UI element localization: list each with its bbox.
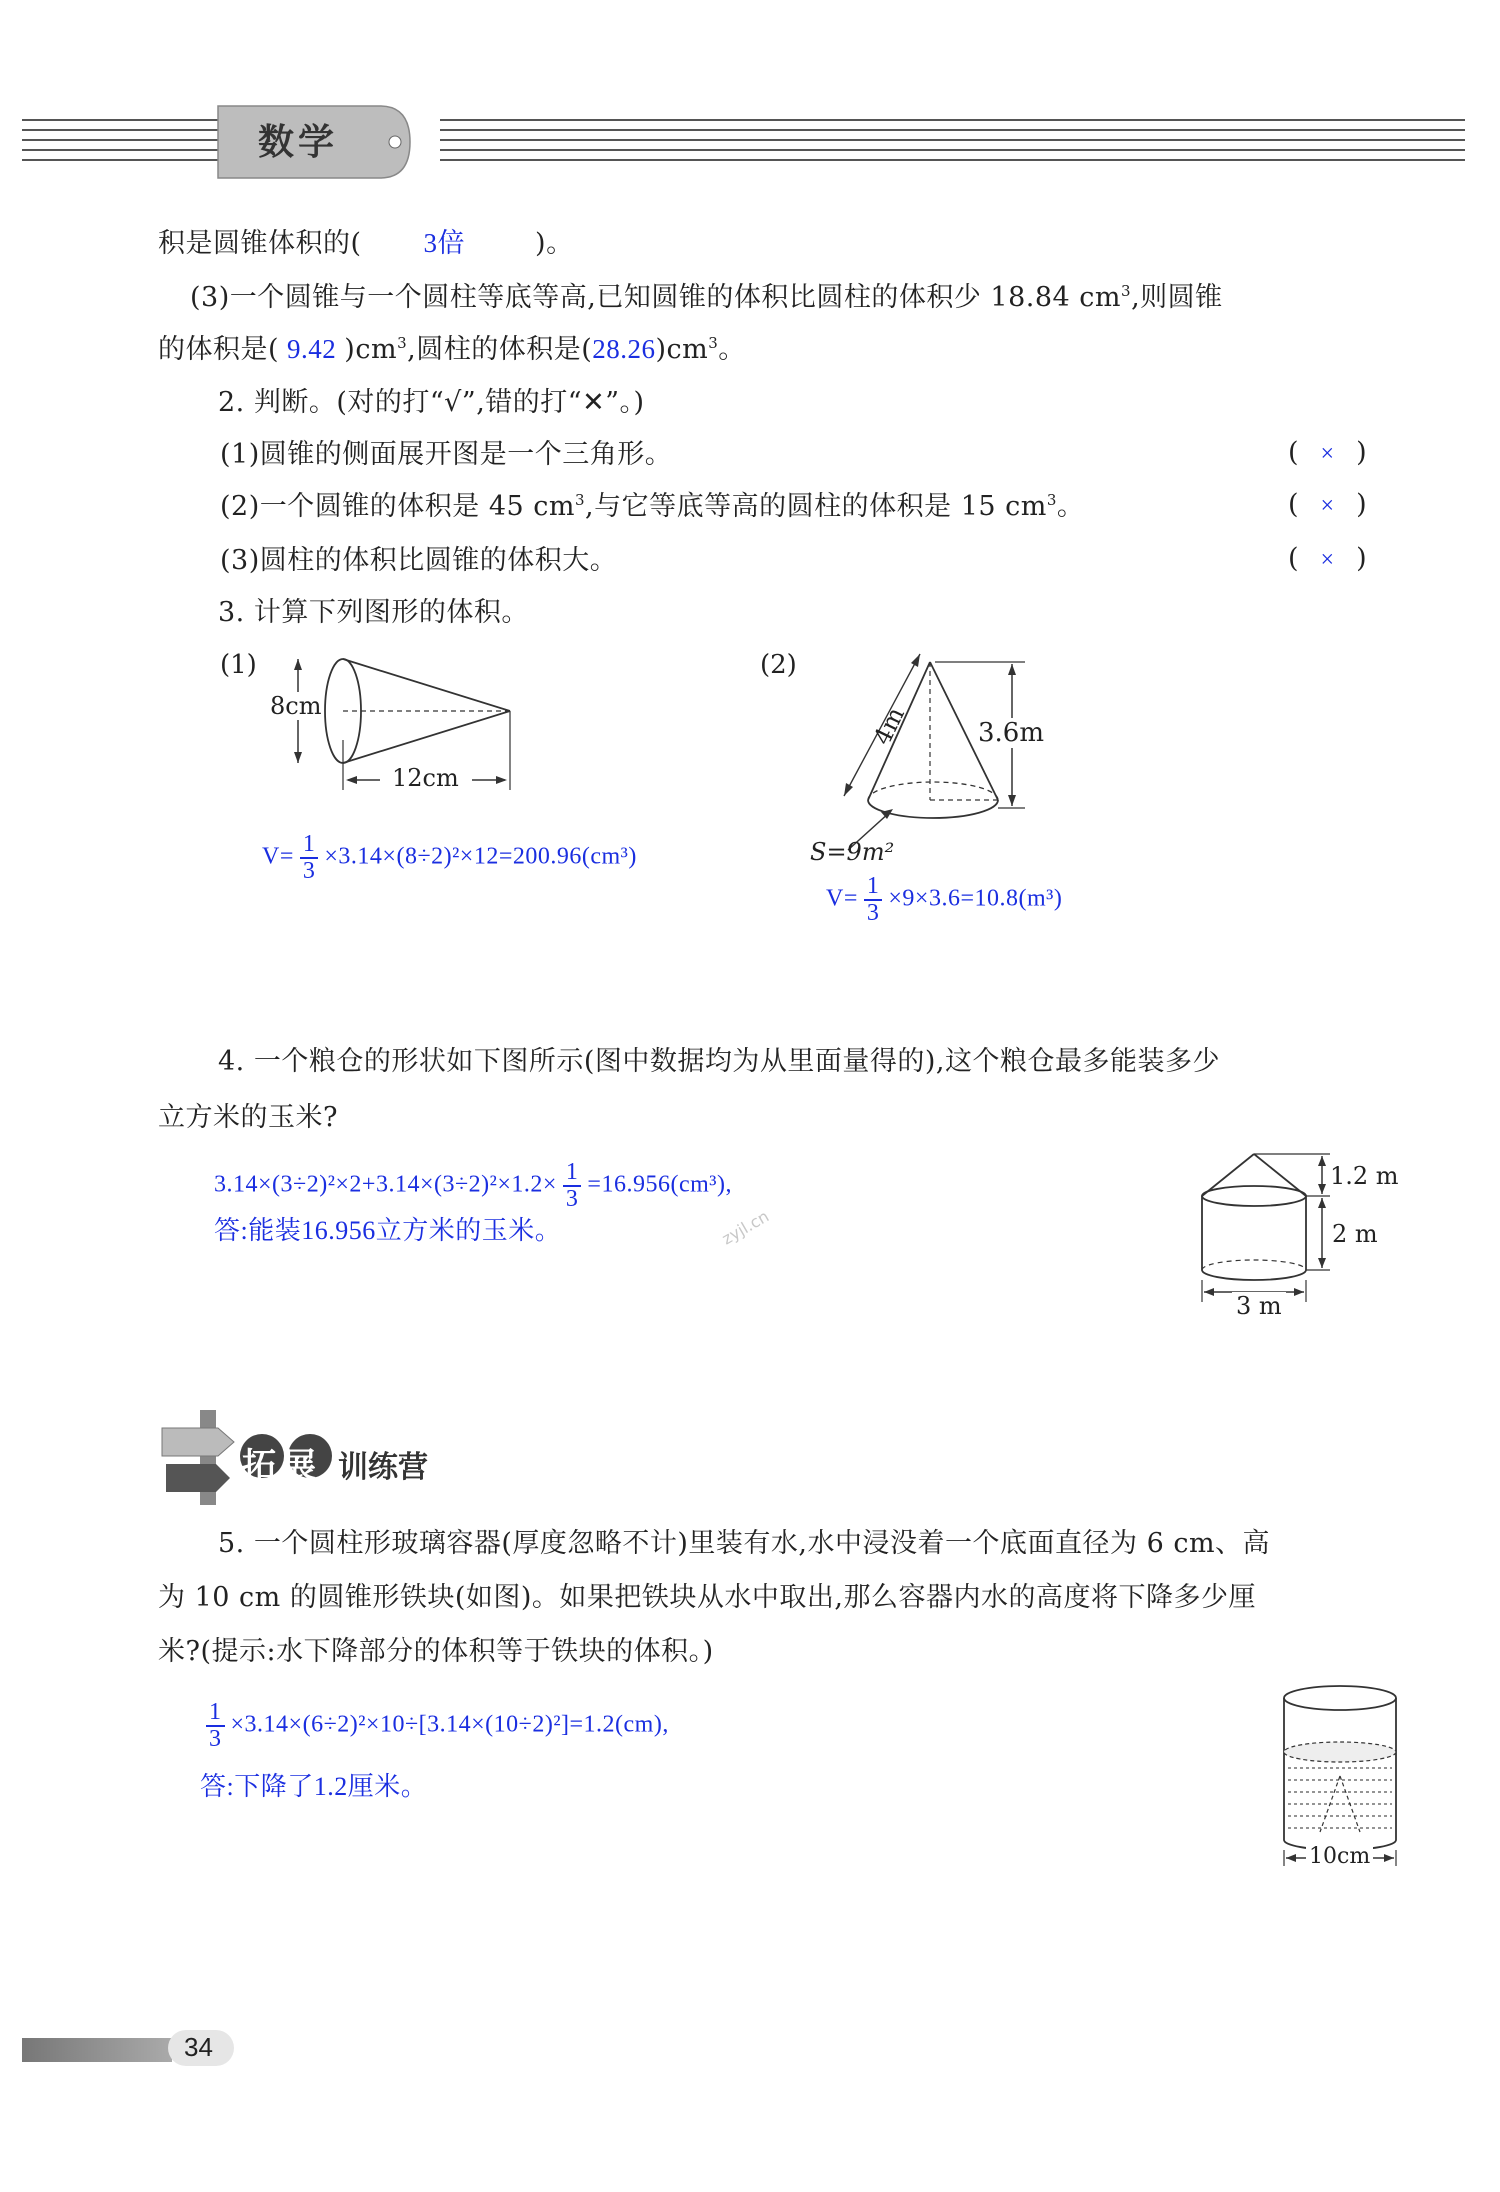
watermark: zyjl.cn bbox=[718, 1206, 773, 1249]
q1-line-c: 的体积是( 9.42 )$cm^3$,圆柱的体积是$(28.26)cm^3$。 bbox=[158, 334, 746, 365]
q2-answer-1: × bbox=[1320, 441, 1335, 467]
q4-answer-1: 3.14×(3÷2)²×2+3.14×(3÷2)²×1.2× $\frac{1}{3}$ =16.956(cm³), bbox=[214, 1159, 732, 1213]
q3-figure-1 bbox=[210, 640, 540, 810]
q2-answer-2: × bbox=[1320, 493, 1335, 519]
footer-bar bbox=[22, 2038, 172, 2062]
q5-line-3: 米?(提示:水下降部分的体积等于铁块的体积。) bbox=[158, 1636, 714, 1667]
fig2-height-label: 3.6m bbox=[978, 718, 1045, 748]
container-drawing bbox=[1270, 1680, 1410, 1870]
fig2-area-label: S=9m² bbox=[810, 838, 895, 866]
granary-mid-label: 2 m bbox=[1332, 1220, 1378, 1248]
q5-answer-1: $\frac{1}{3}$ ×3.14×(6÷2)²×10÷[3.14×(10÷2)²]=1.2(cm), bbox=[200, 1700, 669, 1752]
q1-line-a: 积是圆锥体积的( 3倍 )。 bbox=[158, 228, 574, 259]
section-title-b: 训练营 bbox=[338, 1450, 428, 1485]
q2-answer-3: × bbox=[1320, 547, 1335, 573]
q1-answer-cylinder: 28.26 bbox=[592, 334, 656, 364]
fig2-slant-label: 4m bbox=[868, 702, 910, 750]
q4-line-2: 立方米的玉米? bbox=[158, 1102, 338, 1133]
q5-container-figure bbox=[1270, 1680, 1410, 1870]
fig1-height-label: 8cm bbox=[270, 692, 322, 720]
q2-item-1: (1)圆锥的侧面展开图是一个三角形。 bbox=[220, 439, 673, 470]
q2-title: 2. 判断。(对的打“√”,错的打“✕”。) bbox=[218, 387, 645, 418]
subject-label: 数学 bbox=[258, 122, 339, 163]
section-title-a: 拓展 bbox=[242, 1446, 322, 1486]
q1-line-b: (3)一个圆锥与一个圆柱等底等高,已知圆锥的体积比圆柱的体积少 18.84 $cm^3$,则圆锥 bbox=[190, 282, 1223, 313]
fig2-cone-drawing bbox=[750, 640, 1080, 880]
header-band bbox=[0, 100, 1500, 180]
q3-title: 3. 计算下列图形的体积。 bbox=[218, 597, 529, 628]
q5-line-1: 5. 一个圆柱形玻璃容器(厚度忽略不计)里装有水,水中浸没着一个底面直径为 6 cm、高 bbox=[218, 1528, 1271, 1559]
fig2-label: (2) bbox=[760, 650, 797, 680]
q4-line-1: 4. 一个粮仓的形状如下图所示(图中数据均为从里面量得的),这个粮仓最多能装多少 bbox=[218, 1046, 1220, 1077]
section-header bbox=[160, 1400, 480, 1510]
q2-item-3: (3)圆柱的体积比圆锥的体积大。 bbox=[220, 545, 618, 576]
q2-paren-3: ( × ) bbox=[1288, 543, 1367, 574]
q1-answer-a: 3倍 bbox=[423, 228, 466, 258]
q5-answer-2: 答:下降了1.2厘米。 bbox=[200, 1772, 428, 1801]
q3-figure-2 bbox=[750, 640, 1080, 880]
fig1-cone-drawing bbox=[210, 640, 540, 810]
q5-line-2: 为 10 cm 的圆锥形铁块(如图)。如果把铁块从水中取出,那么容器内水的高度将下降多少厘 bbox=[158, 1582, 1256, 1613]
fig1-length-label: 12cm bbox=[392, 764, 459, 792]
q2-paren-1: ( × ) bbox=[1288, 437, 1367, 468]
header-rules bbox=[0, 100, 1500, 180]
q4-answer-2: 答:能装16.956立方米的玉米。 bbox=[214, 1216, 562, 1245]
granary-top-label: 1.2 m bbox=[1330, 1162, 1399, 1190]
q1-answer-cone: 9.42 bbox=[287, 334, 337, 364]
granary-width-label: 3 m bbox=[1232, 1292, 1286, 1320]
q2-item-2: (2)一个圆锥的体积是 45 $cm^3$,与它等底等高的圆柱的体积是 15 $cm^3$。 bbox=[220, 491, 1085, 522]
fig1-label: (1) bbox=[220, 650, 257, 680]
q4-granary-figure bbox=[1190, 1140, 1410, 1330]
q3-answer-2: V= $\frac{1}{3}$ ×9×3.6=10.8(m³) bbox=[826, 873, 1063, 927]
page-number: 34 bbox=[184, 2032, 213, 2062]
q2-paren-2: ( × ) bbox=[1288, 489, 1367, 520]
container-width-label: 10cm bbox=[1306, 1844, 1373, 1869]
q3-answer-1: V= $\frac{1}{3}$ ×3.14×(8÷2)²×12=200.96(cm³) bbox=[262, 831, 637, 885]
